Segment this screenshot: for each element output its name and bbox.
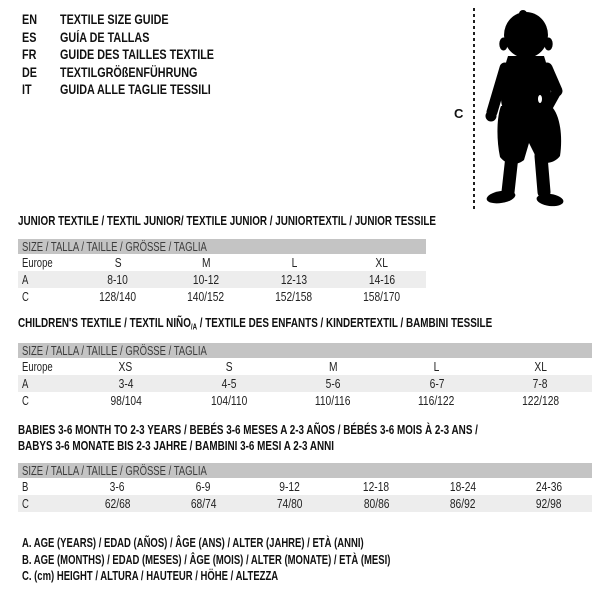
cell-value: 6-7 bbox=[429, 376, 444, 391]
cell-value: 110/116 bbox=[315, 393, 351, 408]
cell-value: XS bbox=[118, 359, 133, 374]
cell-value: 6-9 bbox=[196, 479, 211, 494]
language-code: DE bbox=[22, 64, 38, 80]
cell-value: 80/86 bbox=[363, 496, 389, 511]
table-title-line bbox=[18, 213, 436, 229]
junior-size-table bbox=[18, 254, 426, 305]
language-row bbox=[22, 29, 253, 47]
cell-value: 86/92 bbox=[449, 496, 476, 511]
row-label: Europe bbox=[22, 359, 53, 374]
footnote-line: B. AGE (MONTHS) / EDAD (MESES) / ÂGE (MOIS) / ALTER (MONATE) / ETÀ (MESI) bbox=[22, 552, 391, 567]
table-row bbox=[18, 375, 592, 392]
language-title: TEXTILGRÖßENFÜHRUNG bbox=[60, 64, 198, 80]
table-row bbox=[18, 271, 426, 288]
table-row bbox=[18, 358, 592, 375]
cell-value: 98/104 bbox=[110, 393, 142, 408]
babies-size-table bbox=[18, 478, 592, 512]
table-title-line bbox=[18, 315, 592, 331]
cell-value: M bbox=[328, 359, 338, 374]
cell-value: 9-12 bbox=[279, 479, 301, 494]
cell-value: 140/152 bbox=[187, 289, 225, 304]
cell-value: 116/122 bbox=[418, 393, 455, 408]
cell-value: 3-6 bbox=[109, 479, 125, 494]
cell-value: 12-13 bbox=[280, 272, 308, 287]
row-label: C bbox=[22, 289, 29, 304]
title-text: / TEXTILE DES ENFANTS / KINDERTEXTIL / BAMBINI TESSILE bbox=[197, 315, 493, 330]
height-dashed-measure-line bbox=[473, 8, 475, 212]
size-header-bar bbox=[18, 463, 592, 478]
cell-value: 152/158 bbox=[275, 289, 313, 304]
row-label: Europe bbox=[22, 255, 53, 270]
cell-value: 104/110 bbox=[211, 393, 248, 408]
cell-value: 12-18 bbox=[363, 479, 390, 494]
title-text: /A bbox=[190, 322, 198, 332]
cell-value: 3-4 bbox=[118, 376, 134, 391]
junior-table-title bbox=[18, 213, 436, 229]
language-code: EN bbox=[22, 12, 38, 28]
row-label: A bbox=[22, 272, 29, 287]
title-text: BABIES 3-6 MONTH TO 2-3 YEARS / BEBÉS 3-6 MESES A 2-3 AÑOS / BÉBÉS 3-6 MOIS À 2-3 ANS / bbox=[18, 422, 478, 437]
cell-value: 122/128 bbox=[521, 393, 559, 408]
size-header-text: SIZE / TALLA / TAILLE / GRÖSSE / TAGLIA bbox=[22, 343, 207, 358]
cell-value: 92/98 bbox=[536, 496, 562, 511]
size-header-bar bbox=[18, 239, 426, 254]
cell-value: XL bbox=[375, 255, 389, 270]
language-row bbox=[22, 81, 253, 99]
language-title-list bbox=[22, 11, 253, 99]
language-code: ES bbox=[22, 29, 37, 45]
babies-table-section bbox=[18, 422, 592, 512]
language-row bbox=[22, 11, 253, 29]
table-row bbox=[18, 392, 592, 409]
cell-value: L bbox=[433, 359, 440, 374]
title-text: CHILDREN'S TEXTILE / TEXTIL NIÑO bbox=[18, 315, 191, 330]
cell-value: 68/74 bbox=[190, 496, 217, 511]
cell-value: 74/80 bbox=[277, 496, 303, 511]
row-label: C bbox=[22, 496, 29, 511]
language-row bbox=[22, 46, 253, 64]
table-title-line bbox=[18, 422, 592, 438]
table-row bbox=[18, 495, 592, 512]
language-title: GUÍA DE TALLAS bbox=[60, 29, 150, 45]
size-header-text: SIZE / TALLA / TAILLE / GRÖSSE / TAGLIA bbox=[22, 239, 207, 254]
language-title: GUIDE DES TAILLES TEXTILE bbox=[60, 47, 215, 63]
title-text: BABYS 3-6 MONATE BIS 2-3 JAHRE / BAMBINI 3-6 MESI A 2-3 ANNI bbox=[18, 438, 335, 453]
table-row bbox=[18, 288, 426, 305]
footnote-line: C. (cm) HEIGHT / ALTURA / HAUTEUR / HÖHE / ALTEZZA bbox=[22, 569, 279, 583]
language-title: GUIDA ALLE TAGLIE TESSILI bbox=[60, 82, 211, 98]
cell-value: 7-8 bbox=[532, 376, 548, 391]
children-size-table bbox=[18, 358, 592, 409]
legend-footnotes bbox=[22, 535, 507, 585]
language-row bbox=[22, 64, 253, 82]
height-measure-label: C bbox=[454, 106, 464, 121]
cell-value: 5-6 bbox=[325, 376, 341, 391]
language-title: TEXTILE SIZE GUIDE bbox=[60, 12, 169, 28]
toddler-silhouette-icon bbox=[480, 6, 592, 212]
children-table-title bbox=[18, 315, 592, 331]
language-code: FR bbox=[22, 47, 37, 63]
cell-value: M bbox=[201, 255, 211, 270]
cell-value: 14-16 bbox=[368, 272, 396, 287]
cell-value: 8-10 bbox=[107, 272, 129, 287]
table-row bbox=[18, 478, 592, 495]
cell-value: 10-12 bbox=[192, 272, 220, 287]
cell-value: 24-36 bbox=[535, 479, 562, 494]
cell-value: 4-5 bbox=[221, 376, 237, 391]
row-label: A bbox=[22, 376, 29, 391]
row-label: B bbox=[22, 479, 29, 494]
cell-value: L bbox=[291, 255, 297, 270]
cell-value: S bbox=[114, 255, 122, 270]
cell-value: 62/68 bbox=[104, 496, 130, 511]
junior-table-section bbox=[18, 213, 436, 305]
table-row bbox=[18, 254, 426, 271]
footnote-line: A. AGE (YEARS) / EDAD (AÑOS) / ÂGE (ANS) / ALTER (JAHRE) / ETÀ (ANNI) bbox=[22, 536, 364, 550]
measurement-figure bbox=[450, 6, 598, 214]
table-title-line bbox=[18, 438, 592, 454]
size-header-bar bbox=[18, 343, 592, 358]
row-label: C bbox=[22, 393, 29, 408]
cell-value: 18-24 bbox=[449, 479, 476, 494]
cell-value: 128/140 bbox=[99, 289, 137, 304]
cell-value: XL bbox=[533, 359, 547, 374]
cell-value: 158/170 bbox=[363, 289, 401, 304]
babies-table-title bbox=[18, 422, 592, 454]
cell-value: S bbox=[225, 359, 233, 374]
title-text: JUNIOR TEXTILE / TEXTIL JUNIOR/ TEXTILE JUNIOR / JUNIORTEXTIL / JUNIOR TESSILE bbox=[18, 213, 436, 228]
language-code: IT bbox=[22, 82, 32, 98]
size-header-text: SIZE / TALLA / TAILLE / GRÖSSE / TAGLIA bbox=[22, 463, 207, 478]
children-table-section bbox=[18, 315, 592, 409]
